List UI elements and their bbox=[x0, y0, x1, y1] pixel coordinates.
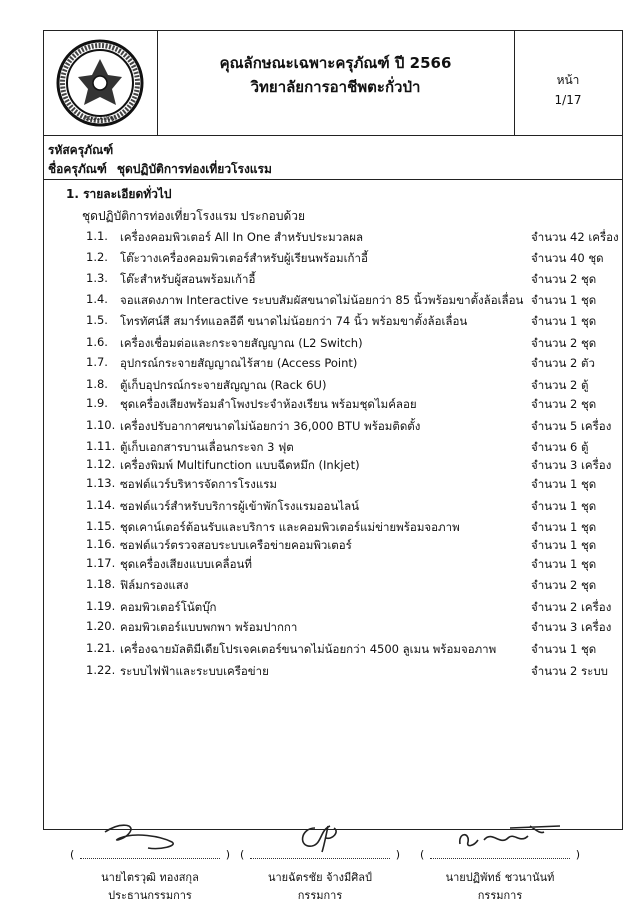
item-desc: ตู้เก็บเอกสารบานเลื่อนกระจก 3 ฟุต bbox=[120, 440, 294, 454]
item-num: 1.1. bbox=[86, 229, 108, 243]
signature-close-paren: ) bbox=[575, 848, 580, 861]
item-qty: จำนวน 1 ชุด bbox=[531, 520, 597, 534]
institution-name: วิทยาลัยการอาชีพตะกั่วป่า bbox=[250, 78, 421, 96]
item-qty: จำนวน 2 ชุด bbox=[531, 272, 597, 286]
signer-name: นายปฏิพัทธ์ ชวนานันท์ bbox=[445, 871, 555, 884]
list-item bbox=[44, 313, 622, 331]
item-qty: จำนวน 1 ชุด bbox=[531, 293, 597, 307]
item-num: 1.2. bbox=[86, 250, 108, 264]
item-qty: จำนวน 2 ชุด bbox=[531, 578, 597, 592]
item-qty: จำนวน 1 ชุด bbox=[531, 499, 597, 513]
item-desc: ฟิล์มกรองแสง bbox=[120, 578, 189, 592]
section-heading: 1. รายละเอียดทั่วไป bbox=[66, 187, 172, 201]
item-desc: ซอฟต์แวร์สำหรับบริการผู้เข้าพักโรงแรมออนไลน์ bbox=[120, 499, 360, 513]
item-qty: จำนวน 2 ระบบ bbox=[531, 664, 608, 678]
list-item bbox=[44, 457, 622, 475]
item-num: 1.21. bbox=[86, 641, 116, 655]
item-num: 1.13. bbox=[86, 476, 116, 490]
list-item bbox=[44, 396, 622, 414]
item-qty: จำนวน 3 เครื่อง bbox=[531, 458, 612, 472]
list-item bbox=[44, 250, 622, 268]
signature-line bbox=[80, 858, 220, 859]
item-desc: อุปกรณ์กระจายสัญญาณไร้สาย (Access Point) bbox=[120, 356, 358, 370]
item-num: 1.3. bbox=[86, 271, 108, 285]
item-num: 1.18. bbox=[86, 577, 116, 591]
signer-role: กรรมการ bbox=[477, 889, 523, 902]
list-item bbox=[44, 577, 622, 595]
title-cell bbox=[157, 31, 515, 135]
equipment-code-label: รหัสครุภัณฑ์ bbox=[48, 143, 114, 157]
item-qty: จำนวน 1 ชุด bbox=[531, 538, 597, 552]
item-num: 1.5. bbox=[86, 313, 108, 327]
list-item bbox=[44, 519, 622, 537]
item-qty: จำนวน 1 ชุด bbox=[531, 477, 597, 491]
seal-ring-text: EDUCATION bbox=[85, 116, 115, 122]
signature-open-paren: ( bbox=[240, 848, 245, 861]
section-intro: ชุดปฏิบัติการท่องเที่ยวโรงแรม ประกอบด้วย bbox=[82, 209, 306, 223]
item-desc: คอมพิวเตอร์แบบพกพา พร้อมปากกา bbox=[120, 620, 298, 634]
item-desc: ชุดเครื่องเสียงพร้อมลำโพงประจำห้องเรียน พร้อมชุดไมค์ลอย bbox=[120, 397, 417, 411]
item-qty: จำนวน 1 ชุด bbox=[531, 557, 597, 571]
signature-block bbox=[0, 820, 640, 917]
item-num: 1.7. bbox=[86, 355, 108, 369]
item-num: 1.10. bbox=[86, 418, 116, 432]
list-item bbox=[44, 537, 622, 555]
list-item bbox=[44, 229, 622, 247]
item-desc: เครื่องเชื่อมต่อและกระจายสัญญาณ (L2 Switch) bbox=[120, 336, 363, 350]
equipment-name-label: ชื่อครุภัณฑ์ bbox=[48, 162, 107, 176]
item-num: 1.9. bbox=[86, 396, 108, 410]
signer-name: นายไตรวุฒิ ทองสกุล bbox=[101, 871, 199, 884]
equipment-name-value: ชุดปฏิบัติการท่องเที่ยวโรงแรม bbox=[116, 162, 272, 176]
item-num: 1.11. bbox=[86, 439, 116, 453]
logo-cell bbox=[44, 31, 158, 135]
list-item bbox=[44, 377, 622, 395]
item-desc: เครื่องคอมพิวเตอร์ All In One สำหรับประมวลผล bbox=[120, 230, 364, 244]
item-qty: จำนวน 1 ชุด bbox=[531, 642, 597, 656]
item-desc: จอแสดงภาพ Interactive ระบบสัมผัสขนาดไม่น้อยกว่า 85 นิ้วพร้อมขาตั้งล้อเลื่อน bbox=[120, 293, 524, 307]
item-num: 1.8. bbox=[86, 377, 108, 391]
list-item bbox=[44, 498, 622, 516]
list-item bbox=[44, 271, 622, 289]
item-qty: จำนวน 6 ตู้ bbox=[531, 440, 589, 454]
item-qty: จำนวน 2 ตู้ bbox=[531, 378, 589, 392]
list-item bbox=[44, 292, 622, 310]
item-qty: จำนวน 3 เครื่อง bbox=[531, 620, 612, 634]
item-desc: โต๊ะวางเครื่องคอมพิวเตอร์สำหรับผู้เรียนพร้อมเก้าอี้ bbox=[120, 251, 368, 265]
item-desc: ระบบไฟฟ้าและระบบเครือข่าย bbox=[120, 664, 269, 678]
item-desc: ชุดเครื่องเสียงแบบเคลื่อนที่ bbox=[120, 557, 252, 571]
equipment-name-row bbox=[48, 160, 272, 179]
item-num: 1.20. bbox=[86, 619, 116, 633]
list-item bbox=[44, 439, 622, 457]
item-desc: เครื่องปรับอากาศขนาดไม่น้อยกว่า 36,000 BTU พร้อมติดตั้ง bbox=[120, 419, 421, 433]
item-desc: โทรทัศน์สี สมาร์ทแอลอีดี ขนาดไม่น้อยกว่า 74 นิ้ว พร้อมขาตั้งล้อเลื่อน bbox=[120, 314, 468, 328]
item-desc: ซอฟต์แวร์ตรวจสอบระบบเครือข่ายคอมพิวเตอร์ bbox=[120, 538, 352, 552]
item-qty: จำนวน 42 เครื่อง bbox=[531, 230, 619, 244]
list-item bbox=[44, 355, 622, 373]
signature-close-paren: ) bbox=[395, 848, 400, 861]
equipment-info bbox=[44, 135, 622, 180]
document-header bbox=[44, 31, 622, 136]
item-desc: โต๊ะสำหรับผู้สอนพร้อมเก้าอี้ bbox=[120, 272, 256, 286]
item-desc: เครื่องพิมพ์ Multifunction แบบฉีดหมึก (Inkjet) bbox=[120, 458, 360, 472]
item-num: 1.17. bbox=[86, 556, 116, 570]
page-number: 1/17 bbox=[554, 93, 582, 107]
item-qty: จำนวน 5 เครื่อง bbox=[531, 419, 612, 433]
signature-line bbox=[430, 858, 570, 859]
item-qty: จำนวน 2 ชุด bbox=[531, 336, 597, 350]
signer-name: นายฉัตรชัย จ้างมีศิลป์ bbox=[267, 871, 373, 884]
document-page bbox=[43, 30, 623, 830]
signature-close-paren: ) bbox=[225, 848, 230, 861]
document-title: คุณลักษณะเฉพาะครุภัณฑ์ ปี 2566 bbox=[219, 54, 452, 72]
list-item bbox=[44, 335, 622, 353]
item-desc: เครื่องฉายมัลติมีเดียโปรเจคเตอร์ขนาดไม่น้อยกว่า 4500 ลูเมน พร้อมจอภาพ bbox=[120, 642, 497, 656]
item-qty: จำนวน 2 ชุด bbox=[531, 397, 597, 411]
item-num: 1.16. bbox=[86, 537, 116, 551]
signer-role: ประธานกรรมการ bbox=[108, 889, 192, 902]
item-desc: คอมพิวเตอร์โน้ตบุ๊ก bbox=[120, 600, 217, 614]
item-desc: ชุดเคาน์เตอร์ต้อนรับและบริการ และคอมพิวเตอร์แม่ข่ายพร้อมจอภาพ bbox=[120, 520, 460, 534]
item-num: 1.19. bbox=[86, 599, 116, 613]
list-item bbox=[44, 599, 622, 617]
page-cell bbox=[514, 31, 622, 135]
item-num: 1.6. bbox=[86, 335, 108, 349]
item-desc: ตู้เก็บอุปกรณ์กระจายสัญญาณ (Rack 6U) bbox=[120, 378, 327, 392]
item-num: 1.4. bbox=[86, 292, 108, 306]
list-item bbox=[44, 663, 622, 681]
item-qty: จำนวน 40 ชุด bbox=[531, 251, 604, 265]
item-num: 1.14. bbox=[86, 498, 116, 512]
list-item bbox=[44, 641, 622, 659]
list-item bbox=[44, 556, 622, 574]
institution-seal-icon bbox=[56, 39, 144, 127]
item-qty: จำนวน 1 ชุด bbox=[531, 314, 597, 328]
signer-role: กรรมการ bbox=[297, 889, 343, 902]
signature-open-paren: ( bbox=[420, 848, 425, 861]
page-label: หน้า bbox=[556, 73, 580, 87]
signature-open-paren: ( bbox=[70, 848, 75, 861]
list-item bbox=[44, 619, 622, 637]
list-item bbox=[44, 476, 622, 494]
item-desc: ซอฟต์แวร์บริหารจัดการโรงแรม bbox=[120, 477, 278, 491]
item-num: 1.12. bbox=[86, 457, 116, 471]
item-qty: จำนวน 2 เครื่อง bbox=[531, 600, 612, 614]
signature-line bbox=[250, 858, 390, 859]
item-num: 1.22. bbox=[86, 663, 116, 677]
list-item bbox=[44, 418, 622, 436]
item-num: 1.15. bbox=[86, 519, 116, 533]
item-qty: จำนวน 2 ตัว bbox=[531, 356, 595, 370]
